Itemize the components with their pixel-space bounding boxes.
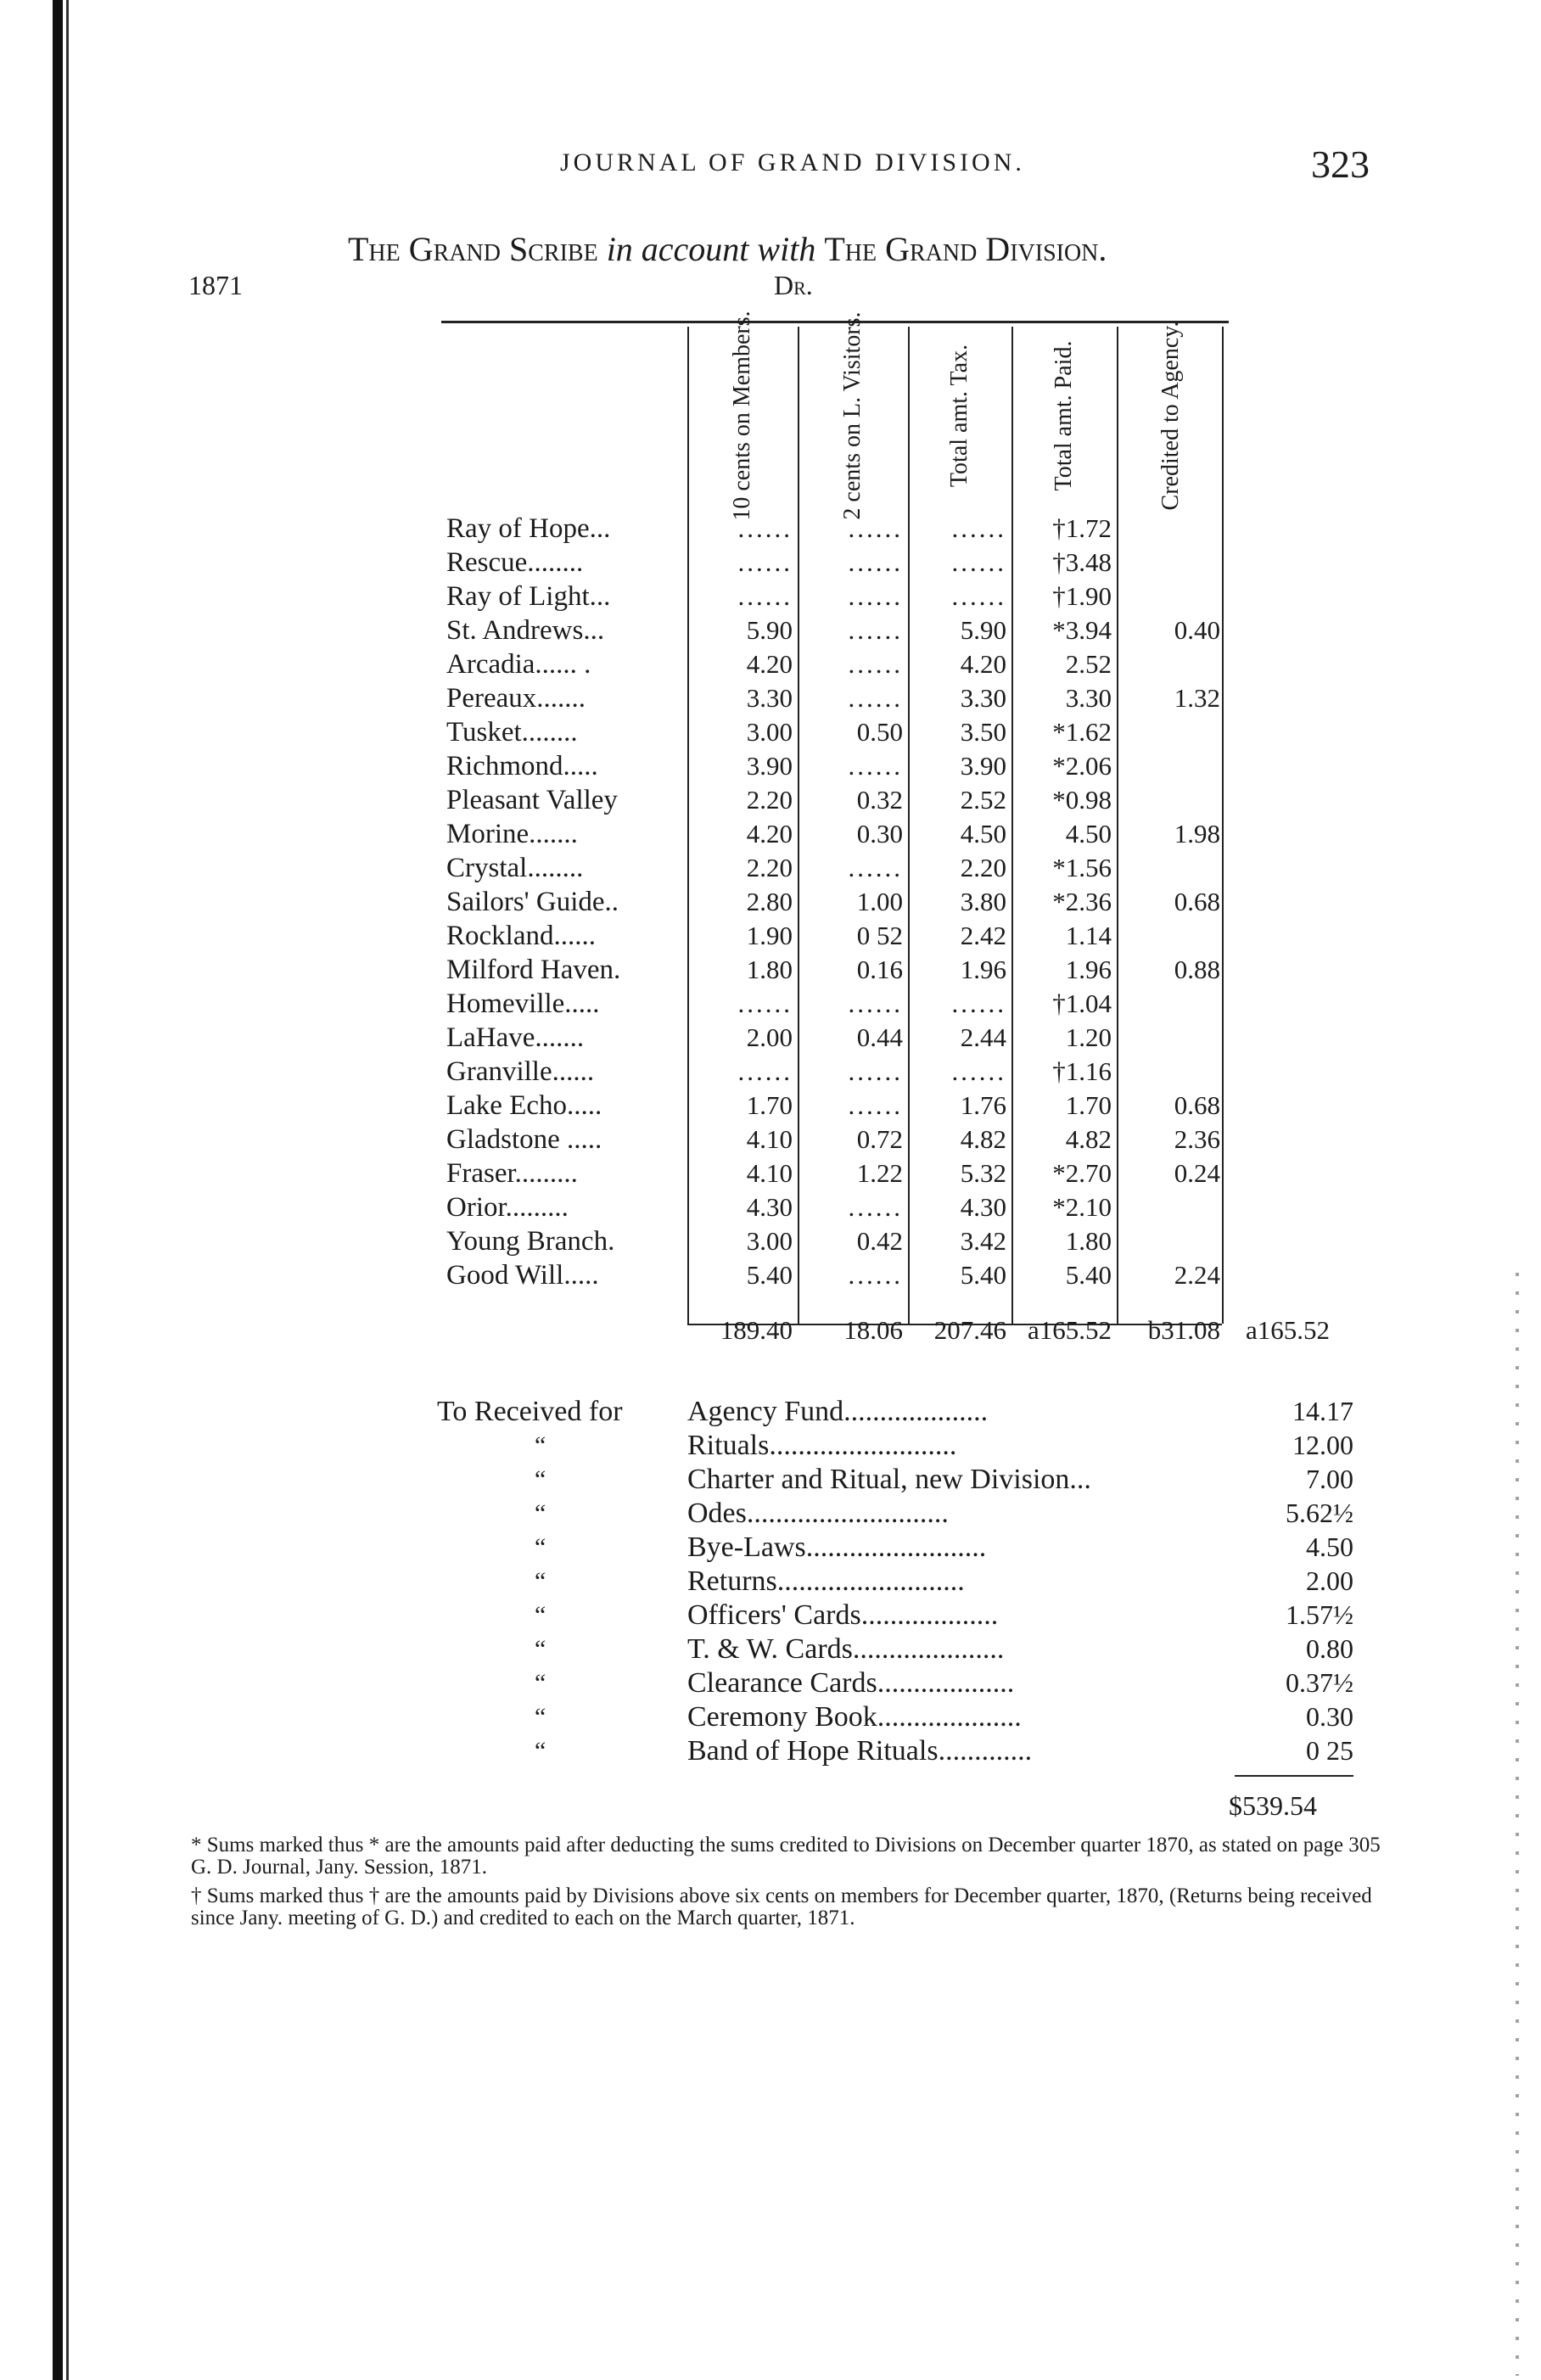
cell-members: ......	[737, 581, 793, 611]
column-header-visitors	[799, 311, 906, 520]
receipt-item-label: Bye-Laws.........................	[687, 1532, 987, 1563]
cell-paid: †1.04	[1052, 988, 1112, 1018]
division-name: Good Will.....	[446, 1260, 599, 1291]
cell-visitors: ......	[848, 751, 903, 781]
cell-visitors: ......	[848, 988, 903, 1018]
cell-tax: 5.90	[960, 615, 1006, 645]
cell-visitors: ......	[848, 1056, 903, 1086]
carried-total: a165.52	[1246, 1315, 1331, 1345]
cell-visitors: 0 52	[856, 921, 903, 950]
cell-paid: 1.70	[1065, 1090, 1112, 1120]
cell-visitors: 0.72	[856, 1124, 903, 1154]
cell-credited: 2.24	[1174, 1260, 1220, 1290]
ditto-mark: “	[535, 1703, 546, 1731]
cell-tax: 3.30	[960, 683, 1006, 713]
receipt-item-amount: 2.00	[1306, 1565, 1353, 1596]
cell-visitors: 0.42	[856, 1226, 903, 1256]
cell-visitors: 0.16	[856, 955, 903, 984]
cell-paid: 1.14	[1065, 921, 1112, 950]
division-name: Ray of Light...	[446, 581, 611, 612]
cell-members: 3.00	[746, 1226, 793, 1256]
ditto-mark: “	[535, 1601, 546, 1629]
receipt-item-amount: 0.30	[1306, 1701, 1353, 1732]
cell-members: 3.30	[746, 683, 793, 713]
cell-tax: 2.52	[960, 785, 1006, 815]
total-visitors: 18.06	[843, 1315, 903, 1345]
cell-paid: *1.56	[1052, 853, 1112, 882]
cell-visitors: ......	[848, 649, 903, 679]
cell-members: 2.80	[746, 887, 793, 916]
cell-members: ......	[737, 1056, 793, 1086]
cell-visitors: ......	[848, 683, 903, 713]
cell-members: 5.90	[746, 615, 793, 645]
cell-members: 4.10	[746, 1158, 793, 1188]
cell-tax: 5.32	[960, 1158, 1006, 1188]
cell-members: 1.80	[746, 955, 793, 984]
cell-tax: 5.40	[960, 1260, 1006, 1290]
division-name: Richmond.....	[446, 751, 598, 781]
cell-visitors: 0.30	[856, 819, 903, 848]
receipts-total: $539.54	[1229, 1790, 1317, 1821]
cell-visitors: ......	[848, 581, 903, 611]
receipt-item-label: Odes............................	[687, 1498, 949, 1529]
receipt-item-label: Returns..........................	[687, 1565, 965, 1597]
cell-tax: ......	[951, 547, 1006, 577]
ditto-mark: “	[535, 1533, 546, 1561]
cell-tax: 4.82	[960, 1124, 1006, 1154]
total-members: 189.40	[720, 1315, 793, 1345]
column-header-tax-text: Total amt. Tax.	[946, 344, 972, 488]
column-header-tax	[910, 327, 1010, 505]
receipt-item-label: Ceremony Book....................	[687, 1701, 1022, 1733]
receipt-item-amount: 0.80	[1306, 1633, 1353, 1664]
cell-tax: 3.50	[960, 717, 1006, 747]
division-name: Ray of Hope...	[446, 513, 611, 544]
cell-members: ......	[737, 988, 793, 1018]
ditto-mark: “	[535, 1567, 546, 1595]
account-title	[348, 229, 1107, 269]
division-name: Lake Echo.....	[446, 1090, 602, 1121]
footnote-dagger: † Sums marked thus † are the amounts paid by Divisions above six cents on members for December quarter, 1870, (Returns being received since Jany. meeting of G. D.) and credited to each on the March quarter, 1871.	[191, 1884, 1372, 1929]
cell-visitors: 1.22	[856, 1158, 903, 1188]
cell-paid: †1.72	[1052, 513, 1112, 543]
receipts-lead: To Received for	[437, 1396, 623, 1427]
account-title-division: The Grand Division.	[824, 230, 1107, 268]
cell-visitors: ......	[848, 1090, 903, 1120]
cell-tax: 3.90	[960, 751, 1006, 781]
receipt-item-label: T. & W. Cards.....................	[687, 1633, 1005, 1665]
column-rule	[1222, 327, 1224, 1324]
cell-paid: 2.52	[1065, 649, 1112, 679]
cell-paid: 1.20	[1065, 1022, 1112, 1052]
account-title-connector: in account with	[606, 230, 816, 268]
ditto-mark: “	[535, 1669, 546, 1697]
division-name: Milford Haven.	[446, 955, 621, 985]
cell-members: 2.20	[746, 853, 793, 882]
total-paid: a165.52	[1027, 1315, 1112, 1345]
division-name: Gladstone .....	[446, 1124, 602, 1155]
column-header-visitors-text: 2 cents on L. Visitors.	[839, 311, 866, 520]
receipt-item-amount: 12.00	[1292, 1430, 1353, 1460]
division-name: Fraser.........	[446, 1158, 578, 1189]
division-name: Rockland......	[446, 921, 596, 951]
cell-visitors: ......	[848, 513, 903, 543]
cell-members: ......	[737, 513, 793, 543]
receipt-item-amount: 5.62½	[1286, 1498, 1353, 1528]
total-tax: 207.46	[933, 1315, 1006, 1345]
debit-label: Dr.	[774, 270, 813, 300]
cell-visitors: ......	[848, 615, 903, 645]
cell-members: 4.20	[746, 649, 793, 679]
division-name: Pleasant Valley	[446, 785, 618, 815]
cell-tax: 1.76	[960, 1090, 1006, 1120]
receipt-item-label: Rituals..........................	[687, 1430, 957, 1461]
division-name: Morine.......	[446, 819, 578, 849]
cell-tax: 4.20	[960, 649, 1006, 679]
division-name: Orior.........	[446, 1192, 569, 1223]
ditto-mark: “	[535, 1431, 546, 1459]
cell-credited: 0.24	[1174, 1158, 1220, 1188]
running-head	[0, 143, 1541, 191]
cell-members: ......	[737, 547, 793, 577]
cell-paid: 4.50	[1065, 819, 1112, 848]
ditto-mark: “	[535, 1499, 546, 1527]
division-name: Homeville.....	[446, 988, 600, 1019]
cell-members: 2.20	[746, 785, 793, 815]
cell-tax: 3.42	[960, 1226, 1006, 1256]
cell-credited: 0.68	[1174, 887, 1220, 916]
cell-credited: 1.98	[1174, 819, 1220, 848]
cell-tax: ......	[951, 513, 1006, 543]
cell-paid: *3.94	[1052, 615, 1112, 645]
cell-credited: 1.32	[1174, 683, 1220, 713]
binding-edge	[53, 0, 63, 2380]
ditto-mark: “	[535, 1635, 546, 1663]
division-name: St. Andrews...	[446, 615, 605, 646]
sum-rule	[1235, 1775, 1353, 1777]
cell-tax: 2.42	[960, 921, 1006, 950]
division-name: Rescue........	[446, 547, 584, 578]
cell-members: 4.30	[746, 1192, 793, 1222]
column-header-paid-text: Total amt. Paid.	[1051, 340, 1077, 491]
division-name: Arcadia...... .	[446, 649, 591, 680]
cell-paid: †3.48	[1052, 547, 1112, 577]
cell-credited: 2.36	[1174, 1124, 1220, 1154]
ditto-mark: “	[535, 1465, 546, 1493]
column-header-credited	[1118, 321, 1224, 511]
footnote-asterisk: * Sums marked thus * are the amounts paid after deducting the sums credited to Divisions on December quarter 1870, as stated on page 305 G. D. Journal, Jany. Session, 1871.	[191, 1834, 1381, 1879]
cell-tax: ......	[951, 581, 1006, 611]
cell-tax: ......	[951, 988, 1006, 1018]
column-header-members-text: 10 cents on Members.	[729, 311, 755, 521]
cell-visitors: 0.32	[856, 785, 903, 815]
cell-members: 4.10	[746, 1124, 793, 1154]
cell-tax: 2.20	[960, 853, 1006, 882]
receipt-item-amount: 4.50	[1306, 1532, 1353, 1562]
cell-paid: 1.96	[1065, 955, 1112, 984]
cell-paid: †1.90	[1052, 581, 1112, 611]
cell-paid: *1.62	[1052, 717, 1112, 747]
journal-title: JOURNAL OF GRAND DIVISION.	[560, 148, 1025, 176]
account-year: 1871	[188, 270, 243, 300]
cell-visitors: ......	[848, 1260, 903, 1290]
receipt-item-label: Charter and Ritual, new Division...	[687, 1464, 1091, 1495]
binding-edge-line	[66, 0, 69, 2380]
cell-tax: 1.96	[960, 955, 1006, 984]
cell-members: 4.20	[746, 819, 793, 848]
cell-credited: 0.88	[1174, 955, 1220, 984]
cell-paid: *2.70	[1052, 1158, 1112, 1188]
ditto-mark: “	[535, 1737, 546, 1765]
division-name: Pereaux.......	[446, 683, 586, 714]
cell-credited: 0.40	[1174, 615, 1220, 645]
division-name: Sailors' Guide..	[446, 887, 619, 917]
receipt-item-amount: 14.17	[1292, 1396, 1353, 1426]
receipt-item-amount: 7.00	[1306, 1464, 1353, 1494]
receipt-item-amount: 0.37½	[1286, 1667, 1353, 1698]
cell-members: 2.00	[746, 1022, 793, 1052]
cell-members: 1.70	[746, 1090, 793, 1120]
cell-paid: *0.98	[1052, 785, 1112, 815]
division-name: Granville......	[446, 1056, 595, 1087]
cell-paid: *2.36	[1052, 887, 1112, 916]
receipt-item-label: Band of Hope Rituals.............	[687, 1735, 1033, 1767]
cell-tax: ......	[951, 1056, 1006, 1086]
cell-paid: 1.80	[1065, 1226, 1112, 1256]
cell-members: 3.00	[746, 717, 793, 747]
receipt-item-label: Officers' Cards...................	[687, 1599, 999, 1631]
cell-visitors: 0.44	[856, 1022, 903, 1052]
division-name: Tusket........	[446, 717, 578, 748]
receipt-item-label: Clearance Cards...................	[687, 1667, 1015, 1699]
cell-tax: 4.30	[960, 1192, 1006, 1222]
division-name: LaHave.......	[446, 1022, 585, 1053]
cell-credited: 0.68	[1174, 1090, 1220, 1120]
cell-tax: 2.44	[960, 1022, 1006, 1052]
receipt-item-amount: 1.57½	[1286, 1599, 1353, 1630]
division-name: Crystal........	[446, 853, 584, 883]
cell-visitors: ......	[848, 1192, 903, 1222]
cell-tax: 4.50	[960, 819, 1006, 848]
cell-members: 1.90	[746, 921, 793, 950]
receipt-item-amount: 0 25	[1306, 1735, 1353, 1766]
cell-paid: 3.30	[1065, 683, 1112, 713]
receipt-item-label: Agency Fund....................	[687, 1396, 989, 1427]
cell-paid: 5.40	[1065, 1260, 1112, 1290]
column-header-paid	[1013, 327, 1115, 505]
cell-paid: *2.06	[1052, 751, 1112, 781]
cell-visitors: 1.00	[856, 887, 903, 916]
cell-visitors: 0.50	[856, 717, 903, 747]
cell-paid: *2.10	[1052, 1192, 1112, 1222]
table-top-rule	[441, 321, 1229, 323]
cell-paid: 4.82	[1065, 1124, 1112, 1154]
cell-paid: †1.16	[1052, 1056, 1112, 1086]
cell-tax: 3.80	[960, 887, 1006, 916]
cell-members: 5.40	[746, 1260, 793, 1290]
page-number: 323	[1311, 143, 1370, 186]
cell-visitors: ......	[848, 547, 903, 577]
total-credited: b31.08	[1147, 1315, 1220, 1345]
division-name: Young Branch.	[446, 1226, 615, 1257]
column-header-credited-text: Credited to Agency.	[1157, 321, 1184, 511]
account-title-scribe: The Grand Scribe	[348, 230, 598, 268]
scan-edge-artifact	[1516, 1273, 1519, 2376]
cell-visitors: ......	[848, 853, 903, 882]
cell-members: 3.90	[746, 751, 793, 781]
column-header-members	[689, 311, 796, 521]
